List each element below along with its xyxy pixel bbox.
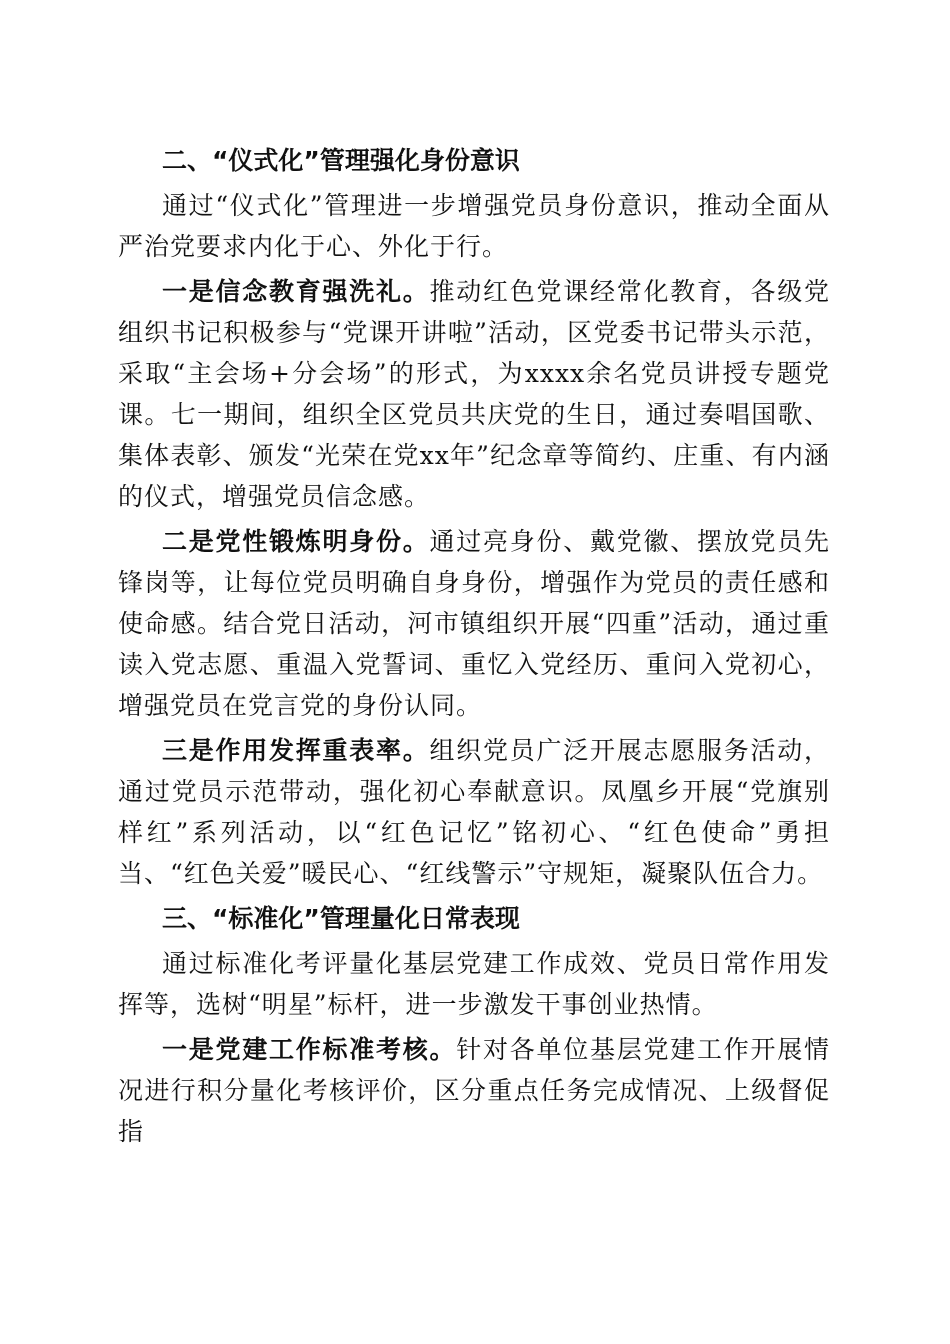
paragraph-body: 组织党员广泛开展志愿服务活动，通过党员示范带动，强化初心奉献意识。凤凰乡开展“党旗别样红”系列活动，以“红色记忆”铭初心、“红色使命”勇担当、“红色关爱”暖民心、“红线警示”守规矩，凝聚队伍合力。 <box>118 736 830 888</box>
paragraph-lead: 一是党建工作标准考核。 <box>162 1035 457 1064</box>
paragraph-body: 针对各单位基层党建工作开展情况进行积分量化考核评价，区分重点任务完成情况、上级督促指 <box>118 1035 830 1146</box>
section-3-intro: 通过标准化考评量化基层党建工作成效、党员日常作用发挥等，选树“明星”标杆，进一步激发干事创业热情。 <box>118 949 830 1019</box>
section-2-paragraph-3 <box>118 730 830 894</box>
section-2-paragraph-1 <box>118 271 830 517</box>
document-body <box>118 140 830 1156</box>
paragraph-lead: 三是作用发挥重表率。 <box>162 736 430 765</box>
section-2-intro: 通过“仪式化”管理进一步增强党员身份意识，推动全面从严治党要求内化于心、外化于行。 <box>118 191 830 261</box>
section-2-paragraph-2 <box>118 521 830 726</box>
section-2-heading: 二、“仪式化”管理强化身份意识 <box>162 146 520 175</box>
section-3-heading: 三、“标准化”管理量化日常表现 <box>162 904 520 933</box>
paragraph-body: 推动红色党课经常化教育，各级党组织书记积极参与“党课开讲啦”活动，区党委书记带头示范，采取“主会场+分会场”的形式，为xxxx余名党员讲授专题党课。七一期间，组织全区党员共庆党的生日，通过奏唱国歌、集体表彰、颁发“光荣在党xx年”纪念章等简约、庄重、有内涵的仪式，增强党员信念感。 <box>118 277 830 511</box>
section-3-paragraph-1 <box>118 1029 830 1152</box>
paragraph-body: 通过亮身份、戴党徽、摆放党员先锋岗等，让每位党员明确自身身份，增强作为党员的责任感和使命感。结合党日活动，河市镇组织开展“四重”活动，通过重读入党志愿、重温入党誓词、重忆入党经历、重问入党初心，增强党员在党言党的身份认同。 <box>118 527 830 720</box>
paragraph-lead: 二是党性锻炼明身份。 <box>162 527 430 556</box>
paragraph-lead: 一是信念教育强洗礼。 <box>162 277 430 306</box>
